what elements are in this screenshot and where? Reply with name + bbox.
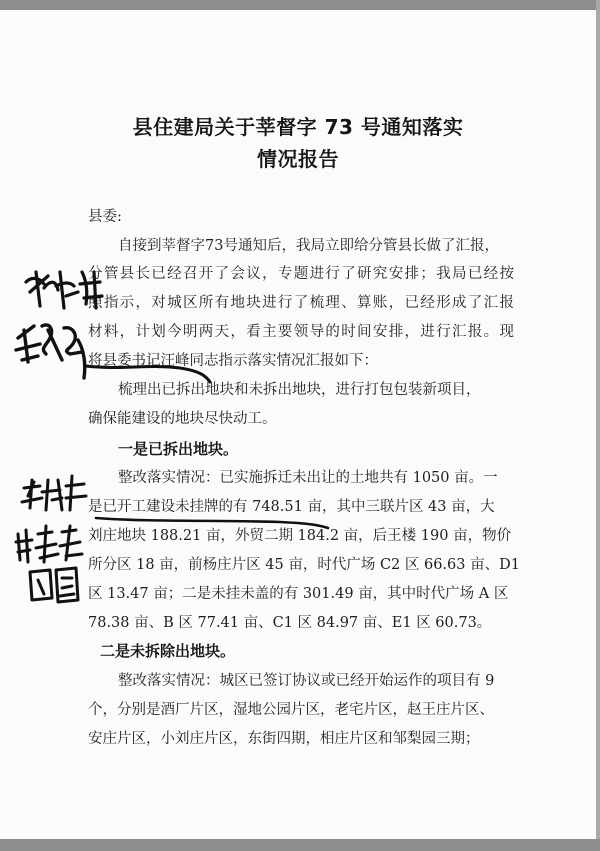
paragraph-3-line-3: 刘庄地块 188.21 亩，外贸二期 184.2 亩，后王楼 190 亩，物价	[88, 528, 512, 544]
paragraph-4-line-2: 个，分别是酒厂片区，湿地公园片区，老宅片区，赵王庄片区、	[88, 702, 494, 718]
scan-frame-right	[596, 0, 600, 851]
handwritten-note-4	[16, 526, 82, 562]
paragraph-2-line-2: 确保能建设的地块尽快动工。	[88, 411, 277, 427]
paragraph-3-line-2: 是已开工建设未挂牌的有 748.51 亩，其中三联片区 43 亩，大	[88, 499, 495, 515]
paragraph-4-line-1: 整改落实情况：城区已签订协议或已经开始运作的项目有 9	[118, 673, 495, 689]
paragraph-1-line-2: 分管县长已经召开了会议，专题进行了研究安排；我局已经按	[88, 266, 514, 282]
paragraph-1-line-1: 自接到莘督字73号通知后，我局立即给分管县长做了汇报，	[118, 238, 499, 254]
paragraph-1-line-5: 将县委书记汪峰同志指示落实情况汇报如下：	[88, 353, 378, 369]
paragraph-1-line-4: 材料，计划今明两天，看主要领导的时间安排，进行汇报。现	[88, 324, 514, 340]
paragraph-3-line-4: 所分区 18 亩，前杨庄片区 45 亩，时代广场 C2 区 66.63 亩、D1	[88, 557, 520, 573]
scan-frame-bottom	[0, 839, 600, 851]
paragraph-3-line-5: 区 13.47 亩；二是未挂未盖的有 301.49 亩，其中时代广场 A 区	[88, 586, 509, 602]
section-heading-2: 二是未拆除出地块。	[100, 642, 236, 660]
paragraph-2-line-1: 梳理出已拆出地块和未拆出地块，进行打包包装新项目，	[118, 382, 481, 398]
section-heading-1: 一是已拆出地块。	[118, 440, 239, 458]
scan-frame-top	[0, 0, 600, 10]
handwritten-note-5	[30, 568, 78, 602]
document-title-line-1: 县住建局关于莘督字 73 号通知落实	[132, 115, 464, 139]
handwritten-note-3	[22, 476, 86, 510]
paragraph-1-line-3: 照指示，对城区所有地块进行了梳理、算账，已经形成了汇报	[88, 295, 514, 311]
document-page	[0, 10, 596, 839]
paragraph-4-line-3: 安庄片区，小刘庄片区，东街四期，相庄片区和邹梨园三期；	[88, 731, 480, 747]
paragraph-3-line-1: 整改落实情况：已实施拆迁未出让的土地共有 1050 亩。一	[118, 470, 498, 486]
handwritten-note-2	[16, 325, 85, 378]
document-title-line-2: 情况报告	[257, 147, 339, 171]
salutation: 县委:	[88, 209, 122, 225]
paragraph-3-line-6: 78.38 亩、B 区 77.41 亩、C1 区 84.97 亩、E1 区 60.73。	[88, 615, 492, 631]
